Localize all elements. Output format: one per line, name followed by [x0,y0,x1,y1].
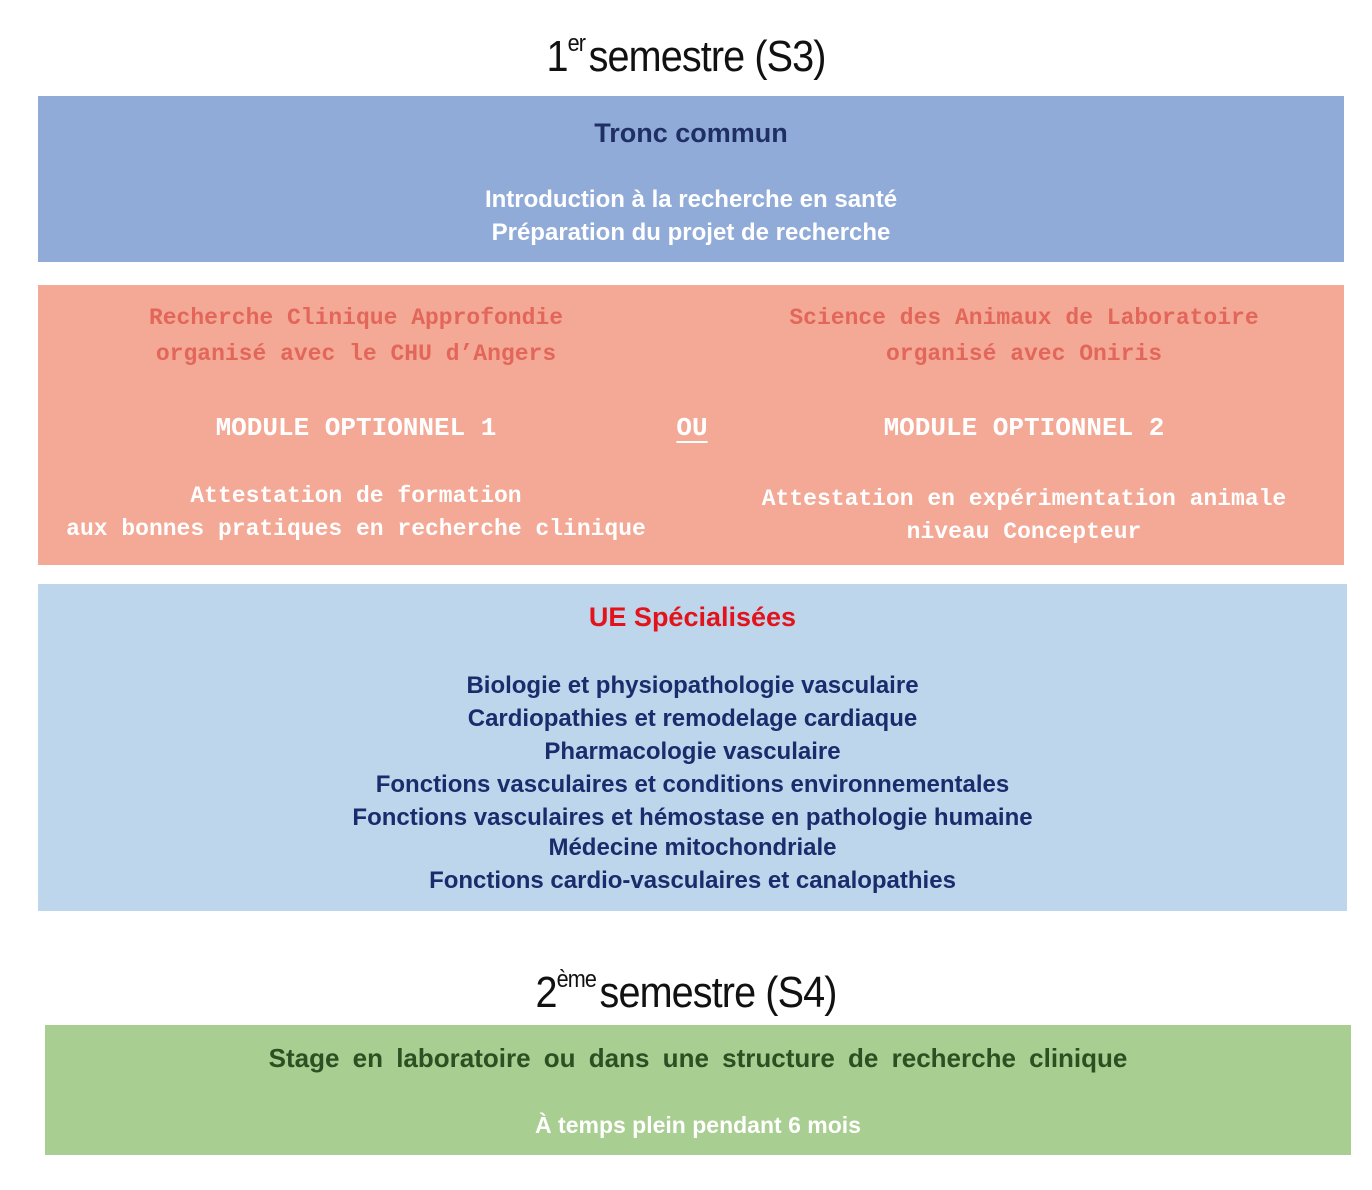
ue-specialisees-title: UE Spécialisées [588,602,797,632]
ue-item: Fonctions cardio-vasculaires et canalopathies [429,867,956,894]
module-2-partner: organisé avec Oniris [885,341,1163,367]
module-1-attestation-detail: aux bonnes pratiques en recherche clinique [66,516,646,542]
or-separator: OU [676,413,708,443]
semester-2-superscript: ème [556,966,596,993]
semester-2-title [69,966,1304,1018]
tronc-commun-block [38,96,1344,262]
module-2-attestation-detail: niveau Concepteur [906,519,1142,545]
ue-item: Pharmacologie vasculaire [544,738,841,765]
ue-item: Biologie et physiopathologie vasculaire [466,672,919,699]
ue-item: Cardiopathies et remodelage cardiaque [467,705,918,732]
semester-1-superscript: er [567,30,585,57]
stage-duration: À temps plein pendant 6 mois [535,1112,861,1138]
module-1-attestation: Attestation de formation [190,483,522,509]
semester-2-label: semestre (S4) [599,968,837,1017]
semester-1-number: 1 [546,32,568,81]
semester-2-number: 2 [535,968,557,1017]
module-1-label: MODULE OPTIONNEL 1 [215,413,497,443]
tronc-commun-line: Préparation du projet de recherche [491,219,891,246]
stage-block [45,1025,1351,1155]
semester-1-title [69,30,1304,82]
module-2-title: Science des Animaux de Laboratoire [789,305,1259,331]
ue-item: Fonctions vasculaires et conditions environnementales [375,771,1010,798]
tronc-commun-title: Tronc commun [594,118,788,148]
stage-title: Stage en laboratoire ou dans une structure de recherche clinique [268,1043,1128,1073]
ue-item: Médecine mitochondriale [548,834,837,861]
optional-modules-block [38,285,1344,565]
module-2-attestation: Attestation en expérimentation animale [761,486,1287,512]
tronc-commun-line: Introduction à la recherche en santé [484,186,898,213]
module-2-label: MODULE OPTIONNEL 2 [883,413,1165,443]
ue-item: Fonctions vasculaires et hémostase en pathologie humaine [352,804,1033,831]
module-1-title: Recherche Clinique Approfondie [148,305,564,331]
module-1-partner: organisé avec le CHU d’Angers [155,341,557,367]
semester-1-label: semestre (S3) [588,32,826,81]
ue-specialisees-block [38,584,1347,911]
